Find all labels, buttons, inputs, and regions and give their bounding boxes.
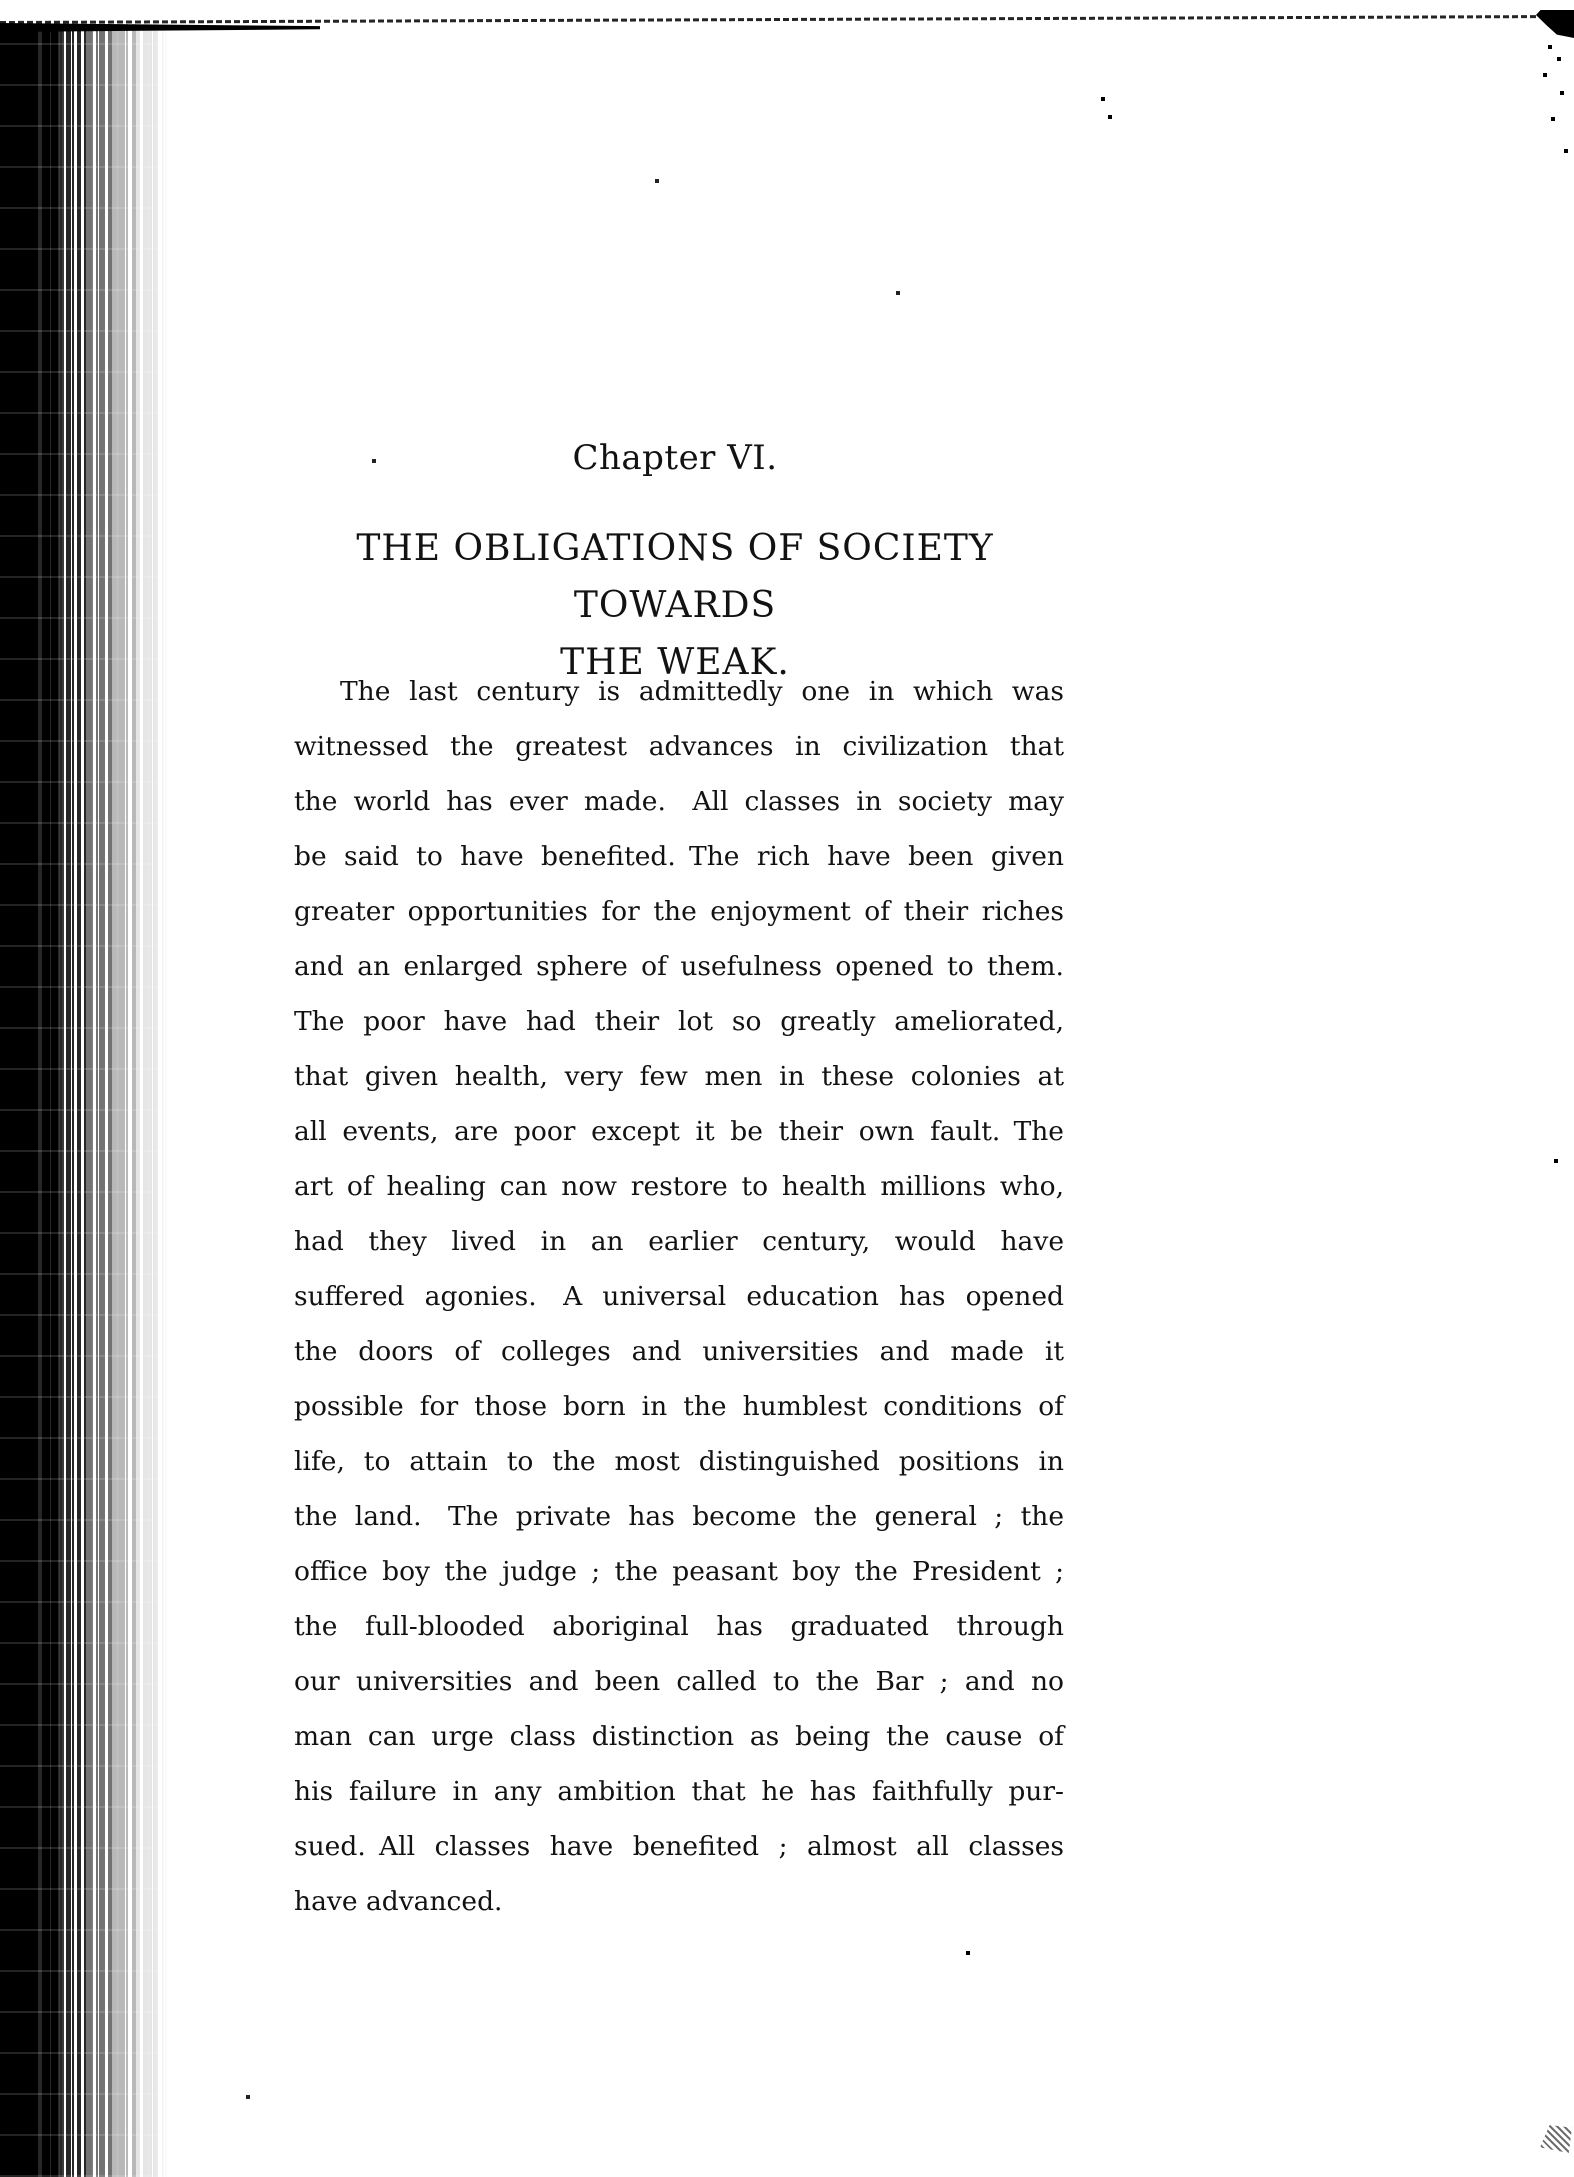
paragraph-line: witnessed the greatest advances in civilization that [294,731,1064,762]
paragraph-line: man can urge class distinction as being the cause of [294,1721,1064,1752]
paragraph-line: suffered agonies. A universal education has opened [294,1281,1064,1312]
paragraph-line: our universities and been called to the Bar ; and no [294,1666,1064,1697]
scan-specks [0,0,2,2]
paragraph-line: sued. All classes have benefited ; almost all classes [294,1831,1064,1862]
scan-top-right-blotch [1536,10,1574,38]
paragraph-line: be said to have benefited. The rich have been given [294,841,1064,872]
scan-top-edge-line [0,15,1574,24]
book-binding-edge-texture [0,24,168,2177]
paragraph-line: his failure in any ambition that he has faithfully pur- [294,1776,1064,1807]
paragraph-line: The poor have had their lot so greatly ameliorated, [294,1006,1064,1037]
paragraph-line: had they lived in an earlier century, would have [294,1226,1064,1257]
paragraph-line: greater opportunities for the enjoyment of their riches [294,896,1064,927]
paragraph-line: art of healing can now restore to health millions who, [294,1171,1064,1202]
paragraph-line: all events, are poor except it be their own fault. The [294,1116,1064,1147]
paragraph-line: have advanced. [294,1886,503,1917]
paragraph-line: the world has ever made. All classes in society may [294,786,1064,817]
title-line-1: THE OBLIGATIONS OF SOCIETY TOWARDS [356,528,994,626]
paragraph-line: The last century is admittedly one in which was [340,676,1064,707]
body-paragraph [294,664,1064,1929]
paragraph-line: that given health, very few men in these colonies at [294,1061,1064,1092]
paragraph-line: and an enlarged sphere of usefulness opened to them. [294,951,1064,982]
paragraph-line: the full-blooded aboriginal has graduated through [294,1611,1064,1642]
title-line-2: THE WEAK. [560,642,790,683]
paragraph-line: office boy the judge ; the peasant boy the President ; [294,1556,1064,1587]
paragraph-line: the land. The private has become the general ; the [294,1501,1064,1532]
paragraph-line: life, to attain to the most distinguished positions in [294,1446,1064,1477]
chapter-heading: Chapter VI. [572,438,778,478]
scan-bottom-right-mark [1540,2125,1572,2153]
paragraph-line: the doors of colleges and universities and made it [294,1336,1064,1367]
paragraph-line: possible for those born in the humblest conditions of [294,1391,1064,1422]
